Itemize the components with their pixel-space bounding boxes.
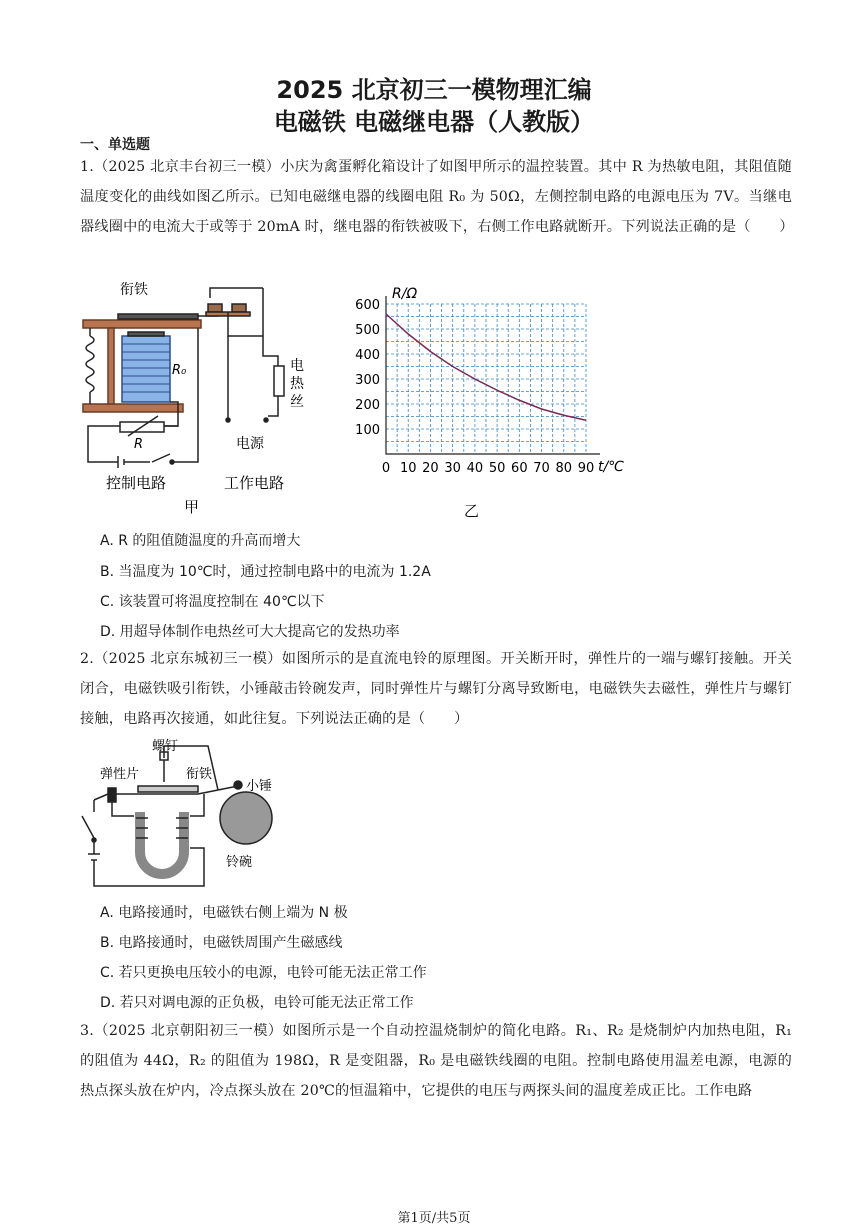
x-tick-label: 70 bbox=[533, 461, 550, 476]
q2-option-b: B. 电路接通时，电磁铁周围产生磁感线 bbox=[100, 935, 343, 951]
question-3-text: 3.（2025 北京朝阳初三一模）如图所示是一个自动控温烧制炉的简化电路。R₁、R₂ 是烧制炉内加热电阻，R₁ 的阻值为 44Ω，R₂ 的阻值为 198Ω，R 是变阻器，R₀ 是电磁铁线圈的电阻。控制电路使用温差电源，电源的热点探头放在炉内，冷点探头放在 20℃的恒温箱中，它提供的电压与两探头间的温度差成正比。工作电路 bbox=[80, 1023, 792, 1099]
label-spring-plate: 弹性片 bbox=[100, 767, 140, 782]
x-tick-label: 50 bbox=[488, 461, 506, 476]
label-armature: 衔铁 bbox=[120, 282, 148, 298]
chart-axis-lines bbox=[386, 296, 600, 454]
label-heater-3: 丝 bbox=[290, 394, 304, 410]
label-heater-2: 热 bbox=[290, 376, 304, 392]
label-r0: R₀ bbox=[172, 363, 187, 378]
label-fig-a: 甲 bbox=[184, 498, 200, 516]
resistance-temperature-chart bbox=[340, 276, 640, 520]
x-tick-label: 40 bbox=[466, 461, 484, 476]
label-armature-bell: 衔铁 bbox=[186, 767, 213, 782]
label-work-circuit: 工作电路 bbox=[224, 474, 285, 492]
relay-circuit-figure bbox=[78, 276, 308, 516]
x-tick-label: 0 bbox=[381, 461, 391, 476]
chart-grid bbox=[386, 304, 586, 454]
q2-option-c: C. 若只更换电压较小的电源，电铃可能无法正常工作 bbox=[100, 965, 427, 981]
electric-bell-figure bbox=[78, 738, 288, 894]
q2-option-a: A. 电路接通时，电磁铁右侧上端为 N 极 bbox=[100, 905, 348, 921]
y-tick-label: 100 bbox=[355, 423, 380, 438]
label-hammer: 小锤 bbox=[246, 779, 273, 794]
y-tick-label: 300 bbox=[355, 373, 380, 388]
y-tick-label: 500 bbox=[355, 323, 380, 338]
q1-option-b: B. 当温度为 10℃时，通过控制电路中的电流为 1.2A bbox=[100, 564, 431, 580]
chart-xlabel: t/℃ bbox=[598, 459, 624, 475]
label-r: R bbox=[134, 437, 144, 452]
question-1-text: 1.（2025 北京丰台初三一模）小庆为禽蛋孵化箱设计了如图甲所示的温控装置。其中 R 为热敏电阻，其阻值随温度变化的曲线如图乙所示。已知电磁继电器的线圈电阻 R₀ 为 50Ω，左侧控制电路的电源电压为 7V。当继电器线圈中的电流大于或等于 20mA 时，继电器的衔铁被吸下，右侧工作电路就断开。下列说法正确的是（ ） bbox=[80, 159, 794, 235]
label-screw: 螺钉 bbox=[152, 739, 179, 754]
label-bell-bowl: 铃碗 bbox=[226, 855, 253, 870]
label-power: 电源 bbox=[236, 436, 264, 452]
x-tick-label: 90 bbox=[577, 461, 595, 476]
q1-option-c: C. 该装置可将温度控制在 40℃以下 bbox=[100, 594, 325, 610]
section-title: 一、单选题 bbox=[80, 137, 150, 153]
page-subtitle: 电磁铁 电磁继电器（人教版） bbox=[273, 108, 595, 136]
label-fig-b: 乙 bbox=[464, 502, 480, 520]
chart-axes bbox=[386, 296, 600, 454]
label-control-circuit: 控制电路 bbox=[106, 474, 167, 492]
page-title: 2025 北京初三一模物理汇编 bbox=[276, 76, 592, 104]
chart-ylabel: R/Ω bbox=[392, 286, 418, 302]
page-footer: 第1页/共5页 bbox=[397, 1211, 471, 1226]
x-tick-label: 20 bbox=[422, 461, 439, 476]
x-tick-label: 10 bbox=[399, 461, 417, 476]
x-tick-label: 60 bbox=[511, 461, 528, 476]
y-tick-label: 400 bbox=[355, 348, 380, 363]
q1-option-d: D. 用超导体制作电热丝可大大提高它的发热功率 bbox=[100, 624, 400, 640]
q2-option-d: D. 若只对调电源的正负极，电铃可能无法正常工作 bbox=[100, 995, 414, 1011]
question-2-text: 2.（2025 北京东城初三一模）如图所示的是直流电铃的原理图。开关断开时，弹性片的一端与螺钉接触。开关闭合，电磁铁吸引衔铁，小锤敲击铃碗发声，同时弹性片与螺钉分离导致断电，电磁铁失去磁性，弹性片与螺钉接触，电路再次接通，如此往复。下列说法正确的是（ ） bbox=[80, 651, 792, 727]
x-tick-label: 30 bbox=[444, 461, 461, 476]
y-tick-label: 600 bbox=[355, 298, 380, 313]
x-tick-label: 80 bbox=[555, 461, 573, 476]
y-tick-label: 200 bbox=[355, 398, 380, 413]
label-heater-1: 电 bbox=[290, 358, 304, 374]
q1-option-a: A. R 的阻值随温度的升高而增大 bbox=[100, 533, 301, 549]
